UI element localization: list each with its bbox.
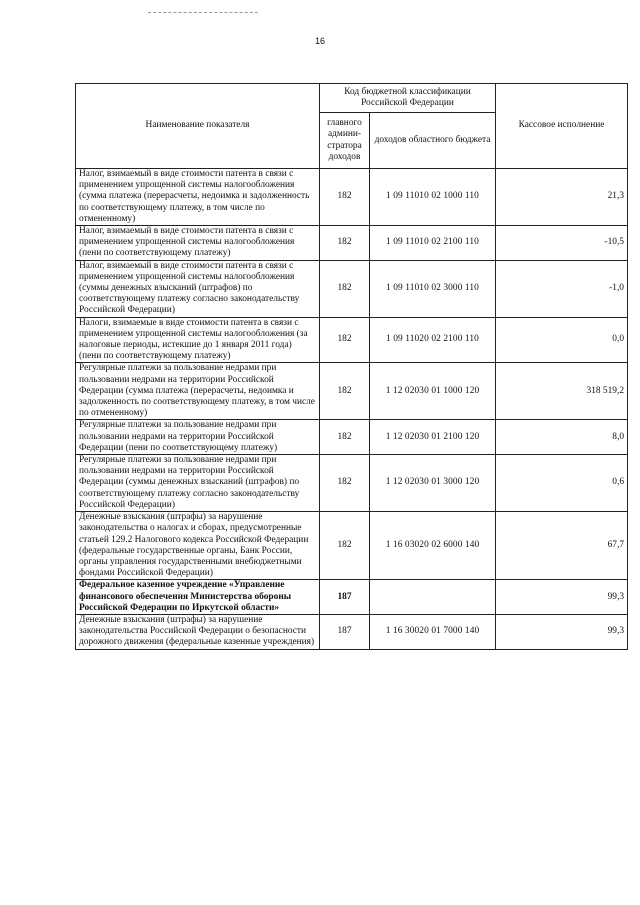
table-row	[76, 512, 628, 580]
income-code-cell: 1 12 02030 01 3000 120	[370, 455, 496, 512]
cash-execution-cell: 0,0	[496, 317, 628, 363]
cash-execution-cell: -10,5	[496, 226, 628, 261]
income-code-cell: 1 09 11020 02 2100 110	[370, 317, 496, 363]
table-row	[76, 580, 628, 615]
income-code-cell: 1 16 03020 02 6000 140	[370, 512, 496, 580]
income-code-cell: 1 12 02030 01 1000 120	[370, 363, 496, 420]
cash-execution-cell: 21,3	[496, 169, 628, 226]
indicator-name-cell: Налог, взимаемый в виде стоимости патента в связи с применением упрощенной системы налогообложения (пени по соответствующему платежу)	[76, 226, 320, 261]
indicator-name-cell: Федеральное казенное учреждение «Управление финансового обеспечения Министерства обороны Российской Федерации по Иркутской области»	[76, 580, 320, 615]
admin-code-cell: 182	[320, 260, 370, 317]
indicator-name-cell: Денежные взыскания (штрафы) за нарушение законодательства о налогах и сборах, предусмотренные статьей 129.2 Налогового кодекса Российской Федерации (федеральные государственные органы, Банк России, органы управления государственными внебюджетными фондами Российской Федерации)	[76, 512, 320, 580]
admin-code-cell: 187	[320, 614, 370, 649]
table-row	[76, 226, 628, 261]
cash-execution-cell: 0,6	[496, 455, 628, 512]
income-code-cell: 1 16 30020 01 7000 140	[370, 614, 496, 649]
cash-execution-cell: 8,0	[496, 420, 628, 455]
header-regional-income: доходов областного бюджета	[370, 113, 496, 169]
income-code-cell: 1 09 11010 02 2100 110	[370, 226, 496, 261]
admin-code-cell: 182	[320, 420, 370, 455]
income-code-cell: 1 09 11010 02 1000 110	[370, 169, 496, 226]
indicator-name-cell: Налоги, взимаемые в виде стоимости патента в связи с применением упрощенной системы налогообложения (за налоговые периоды, истекшие до 1 января 2011 года) (пени по соответствующему платежу)	[76, 317, 320, 363]
header-indicator-name: Наименование показателя	[76, 84, 320, 169]
scan-header-marks	[148, 12, 258, 15]
table-row	[76, 363, 628, 420]
table-row	[76, 614, 628, 649]
table-row	[76, 455, 628, 512]
table-row	[76, 260, 628, 317]
indicator-name-cell: Регулярные платежи за пользование недрами при пользовании недрами на территории Российской Федерации (сумма платежа (перерасчеты, недоимка и задолженность по соответствующему платежу, в том числе по отмененному)	[76, 363, 320, 420]
cash-execution-cell: 99,3	[496, 580, 628, 615]
income-code-cell: 1 09 11010 02 3000 110	[370, 260, 496, 317]
cash-execution-cell: 67,7	[496, 512, 628, 580]
header-budget-code-group: Код бюджетной классификации Российской Федерации	[320, 84, 496, 113]
admin-code-cell: 182	[320, 455, 370, 512]
cash-execution-cell: -1,0	[496, 260, 628, 317]
indicator-name-cell: Налог, взимаемый в виде стоимости патента в связи с применением упрощенной системы налогообложения (сумма платежа (перерасчеты, недоимка и задолженность по соответствующему платежу, в том числе по отмененному)	[76, 169, 320, 226]
page-number: 16	[314, 36, 325, 46]
admin-code-cell: 182	[320, 226, 370, 261]
header-chief-admin: главного админи-стратора доходов	[320, 113, 370, 169]
table-row	[76, 317, 628, 363]
indicator-name-cell: Денежные взыскания (штрафы) за нарушение законодательства Российской Федерации о безопасности дорожного движения (федеральные казенные учреждения)	[76, 614, 320, 649]
header-cash-execution: Кассовое исполнение	[496, 84, 628, 169]
indicator-name-cell: Регулярные платежи за пользование недрами при пользовании недрами на территории Российской Федерации (суммы денежных взысканий (штрафов) по соответствующему платежу согласно законодательству Российской Федерации)	[76, 455, 320, 512]
table-row	[76, 169, 628, 226]
admin-code-cell: 182	[320, 317, 370, 363]
income-code-cell: 1 12 02030 01 2100 120	[370, 420, 496, 455]
cash-execution-cell: 318 519,2	[496, 363, 628, 420]
admin-code-cell: 182	[320, 512, 370, 580]
table-row	[76, 420, 628, 455]
indicator-name-cell: Регулярные платежи за пользование недрами при пользовании недрами на территории Российской Федерации (пени по соответствующему платежу)	[76, 420, 320, 455]
table-body	[76, 169, 628, 650]
budget-revenue-table	[75, 83, 628, 650]
cash-execution-cell: 99,3	[496, 614, 628, 649]
admin-code-cell: 182	[320, 363, 370, 420]
indicator-name-cell: Налог, взимаемый в виде стоимости патента в связи с применением упрощенной системы налогообложения (суммы денежных взысканий (штрафов) по соответствующему платежу согласно законодательству Российской Федерации)	[76, 260, 320, 317]
income-code-cell	[370, 580, 496, 615]
admin-code-cell: 182	[320, 169, 370, 226]
admin-code-cell: 187	[320, 580, 370, 615]
